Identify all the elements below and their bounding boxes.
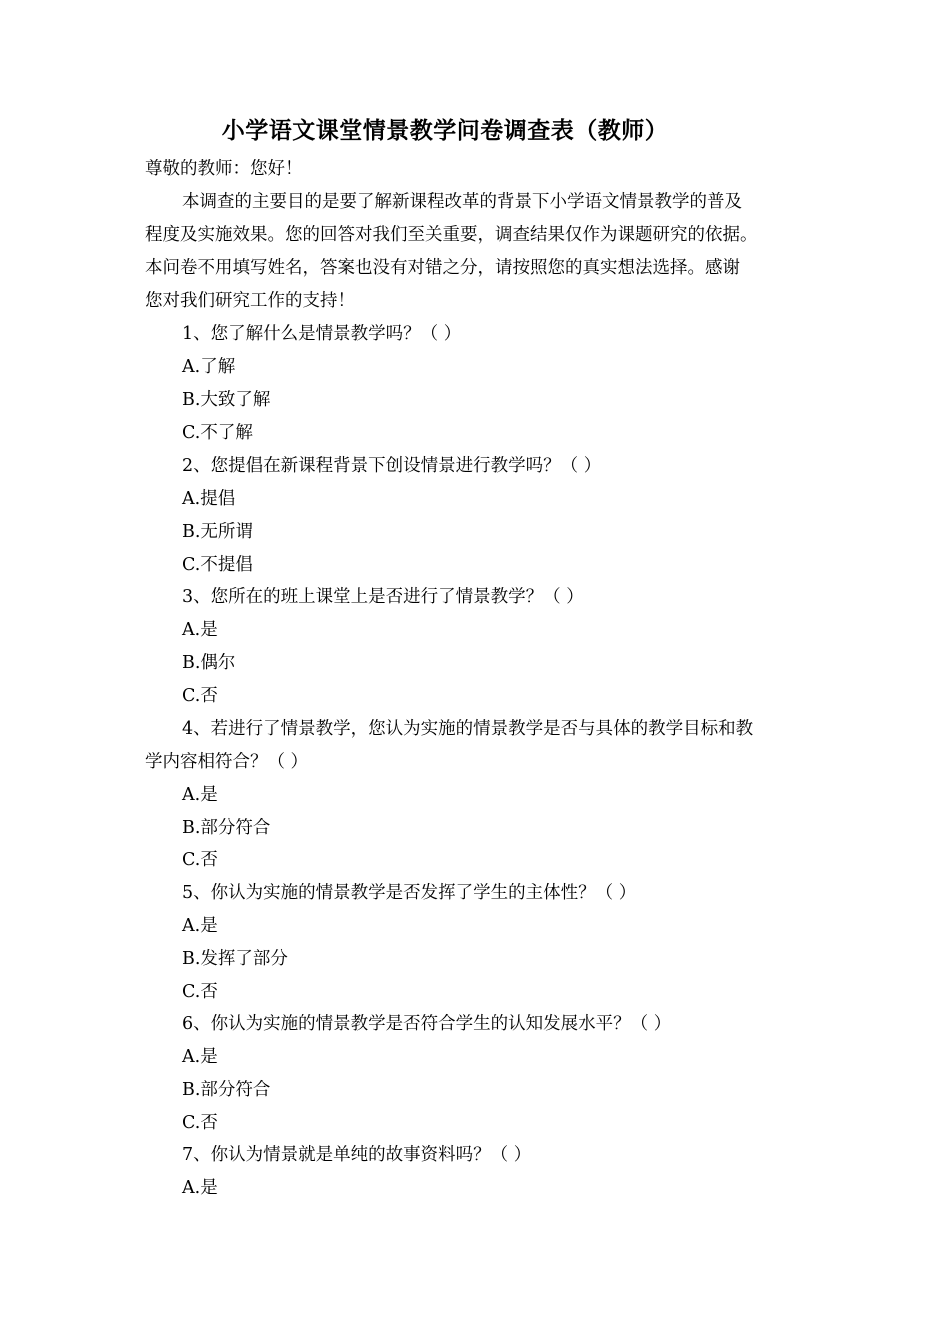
question-5: 5、你认为实施的情景教学是否发挥了学生的主体性？（ ） <box>182 883 637 903</box>
greeting: 尊敬的教师：您好！ <box>145 159 303 179</box>
question-4-line-1: 4、若进行了情景教学，您认为实施的情景教学是否与具体的教学目标和教 <box>182 719 754 739</box>
intro-line-4: 您对我们研究工作的支持！ <box>145 291 355 311</box>
question-3-option-c: C.否 <box>182 686 218 706</box>
question-3: 3、您所在的班上课堂上是否进行了情景教学？（ ） <box>182 587 584 607</box>
page-title: 小学语文课堂情景教学问卷调查表（教师） <box>221 117 669 144</box>
question-6-option-b: B.部分符合 <box>182 1080 271 1100</box>
question-5-option-b: B.发挥了部分 <box>182 949 288 969</box>
question-6-option-a: A.是 <box>182 1047 218 1067</box>
question-1-option-c: C.不了解 <box>182 423 253 443</box>
question-3-option-b: B.偶尔 <box>182 653 236 673</box>
question-4-option-a: A.是 <box>182 785 218 805</box>
question-1-option-b: B.大致了解 <box>182 390 271 410</box>
question-4-option-c: C.否 <box>182 850 218 870</box>
question-2-option-b: B.无所谓 <box>182 522 253 542</box>
intro-line-2: 程度及实施效果。您的回答对我们至关重要，调查结果仅作为课题研究的依据。 <box>145 225 758 245</box>
question-5-option-c: C.否 <box>182 982 218 1002</box>
question-1: 1、您了解什么是情景教学吗？（ ） <box>182 324 462 344</box>
question-3-option-a: A.是 <box>182 620 218 640</box>
intro-line-3: 本问卷不用填写姓名，答案也没有对错之分，请按照您的真实想法选择。感谢 <box>145 258 740 278</box>
question-5-option-a: A.是 <box>182 916 218 936</box>
question-1-option-a: A.了解 <box>182 357 236 377</box>
question-2: 2、您提倡在新课程背景下创设情景进行教学吗？（ ） <box>182 456 602 476</box>
question-6-option-c: C.否 <box>182 1113 218 1133</box>
question-6: 6、你认为实施的情景教学是否符合学生的认知发展水平？（ ） <box>182 1014 672 1034</box>
question-2-option-a: A.提倡 <box>182 489 236 509</box>
intro-line-1: 本调查的主要目的是要了解新课程改革的背景下小学语文情景教学的普及 <box>182 192 742 212</box>
question-4-option-b: B.部分符合 <box>182 818 271 838</box>
question-7: 7、你认为情景就是单纯的故事资料吗？（ ） <box>182 1145 532 1165</box>
question-4-line-2: 学内容相符合？（ ） <box>145 752 309 772</box>
question-2-option-c: C.不提倡 <box>182 555 253 575</box>
question-7-option-a: A.是 <box>182 1178 218 1198</box>
